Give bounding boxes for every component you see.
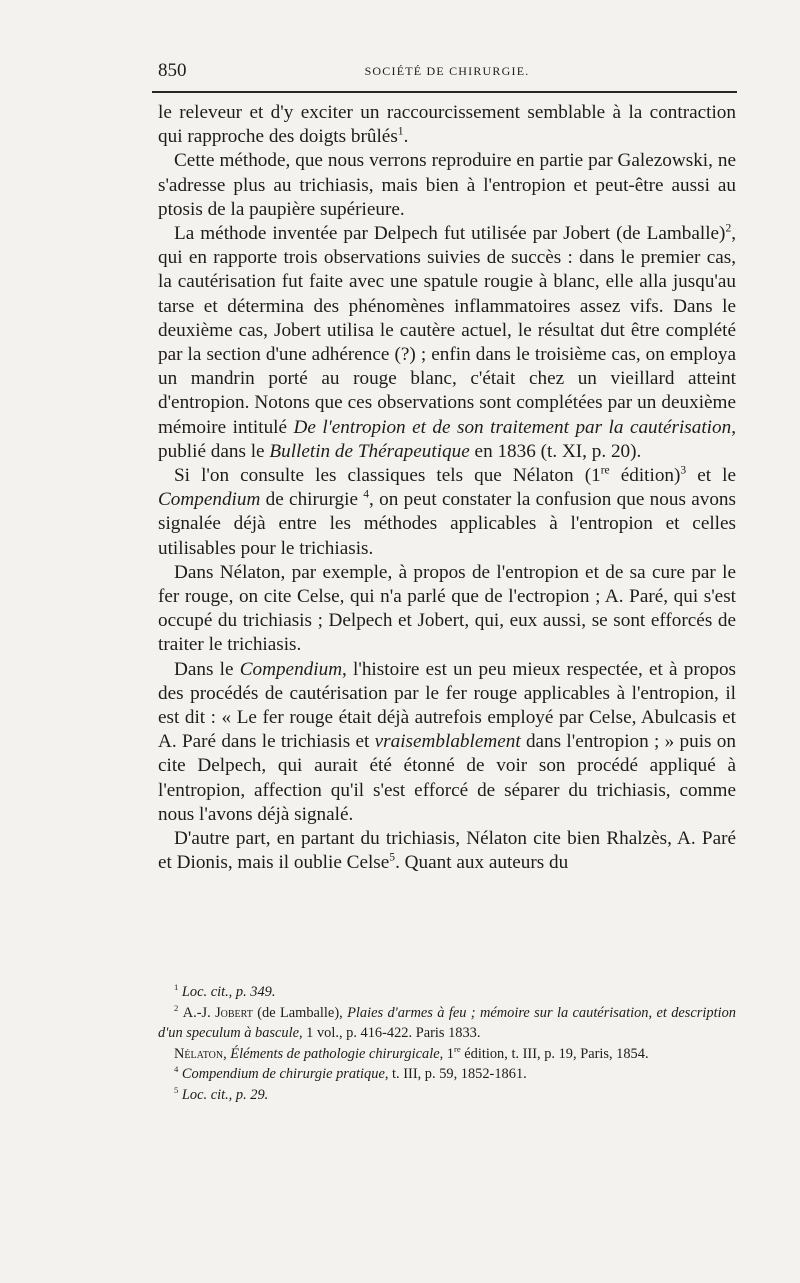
paragraph-1: le releveur et d'y exciter un raccourcissement semblable à la contraction qui rapproche des doigts brûlés$^1$.: [158, 102, 736, 148]
cited-title: Compendium: [239, 658, 343, 680]
footnote-ref-3: 3: [680, 464, 687, 477]
footnote-ref-5: 5: [389, 851, 396, 864]
paragraph-7: D'autre part, en partant du trichiasis, Nélaton cite bien Rhalzès, A. Paré et Dionis, mais il oublie Celse$^5$. Quant aux auteurs du: [158, 828, 736, 874]
footnotes: [158, 982, 736, 1105]
paragraph-2: Cette méthode, que nous verrons reproduire en partie par Galezowski, ne s'adresse plus au trichiasis, mais bien à l'entropion et peut-être aussi au ptosis de la paupière supérieure.: [158, 150, 736, 220]
cited-title: Compendium: [158, 489, 261, 511]
paragraph-4: Si l'on consulte les classiques tels que Nélaton (1re édition)$^3$ et le Compendium de chirurgie $^4$, on peut constater la confusion que nous avons signalée déjà entre les méthodes applicables à l'entropion et celles utilisables pour le trichiasis.: [158, 464, 737, 559]
header-rule: [152, 91, 737, 93]
cited-journal: Bulletin de Thérapeutique: [269, 440, 470, 462]
footnote-ref-2: 2: [725, 222, 732, 235]
paragraph-5: Dans Nélaton, par exemple, à propos de l'entropion et de sa cure par le fer rouge, on cite Celse, qui n'a parlé que de l'ectropion ; A. Paré, qui s'est occupé du trichiasis ; Delpech et Jobert, qui, eux aussi, se sont efforcés de traiter le trichiasis.: [158, 561, 736, 656]
footnote-4: $^4$ Compendium de chirurgie pratique, t. III, p. 59, 1852-1861.: [174, 1064, 527, 1082]
footnote-5: $^5$ Loc. cit., p. 29.: [174, 1084, 269, 1103]
page-header: [158, 58, 736, 86]
running-title: SOCIÉTÉ DE CHIRURGIE.: [364, 64, 530, 78]
footnote-ref-4: 4: [363, 488, 370, 501]
paragraph-3: La méthode inventée par Delpech fut utilisée par Jobert (de Lamballe)$^2$, qui en rapporte trois observations suivies de succès : dans le premier cas, la cautérisation fut faite avec une spatule rougie à blanc, elle alla jusqu'au tarse et détermina des phénomènes inflammatoires assez vifs. Dans le deuxième cas, Jobert utilisa le cautère actuel, le résultat dut être complété par la section d'une adhérence (?) ; enfin dans le troisième cas, on employa un mandrin porté au rouge blanc, c'était chez un vieillard atteint d'entropion. Notons que ces observations sont complétées par un deuxième mémoire intitulé De l'entropion et de son traitement par la cautérisation, publié dans le Bulletin de Thérapeutique en 1836 (t. XI, p. 20).: [158, 222, 736, 462]
footnote-2: $^2$ A.-J. Jobert (de Lamballe), Plaies d'armes à feu ; mémoire sur la cautérisation, et description d'un speculum à bascule, 1 vol., p. 416-422. Paris 1833.: [158, 1002, 736, 1041]
paragraph-6: Dans le Compendium, l'histoire est un peu mieux respectée, et à propos des procédés de cautérisation par le fer rouge applicables à l'entropion, il est dit : « Le fer rouge était déjà autrefois employé par Celse, Abulcasis et A. Paré dans le trichiasis et vraisemblablement dans l'entropion ; » puis on cite Delpech, qui aurait été étonné de voir son procédé appliqué à l'entropion, affection qu'il s'est efforcé de séparer du trichiasis, comme nous l'avons déjà signalé.: [158, 658, 737, 825]
emphasis: vraisemblablement: [374, 731, 521, 753]
footnote-1: $^1$ Loc. cit., p. 349.: [174, 982, 276, 1000]
page-number: 850: [158, 60, 187, 81]
cited-title: De l'entropion et de son traitement par la cautérisation: [293, 416, 732, 438]
footnote-ref-1: 1: [397, 125, 404, 138]
body-text: [158, 101, 736, 876]
footnote-3: Nélaton, Éléments de pathologie chirurgicale, 1re édition, t. III, p. 19, Paris, 1854.: [174, 1043, 649, 1062]
